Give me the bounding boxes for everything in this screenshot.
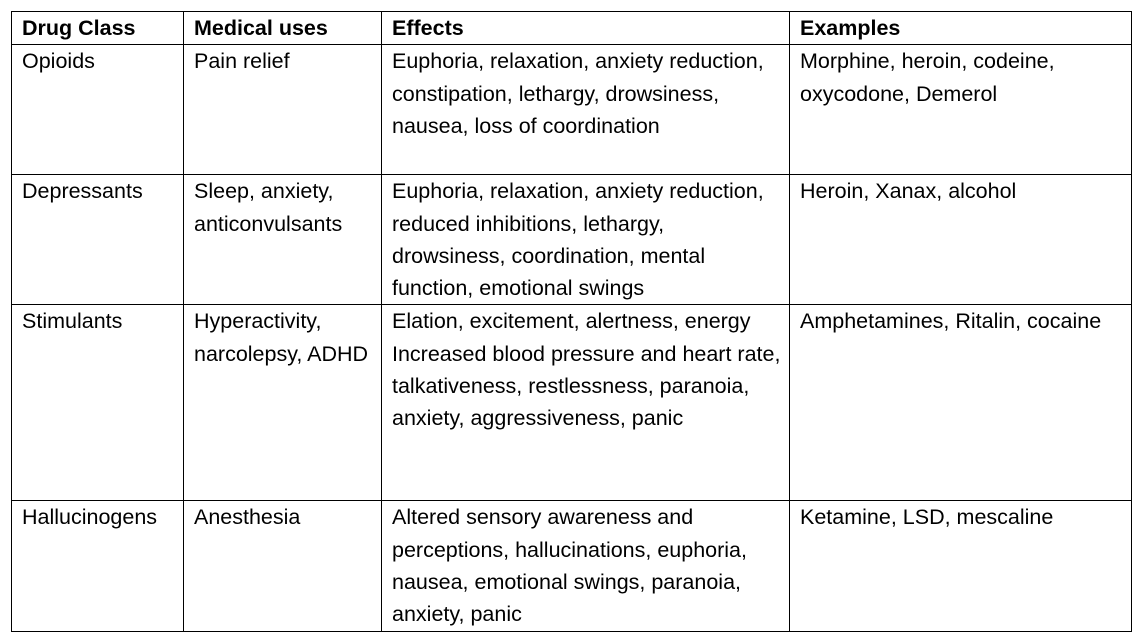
effects-text: Euphoria, relaxation, anxiety reduction, constipation, lethargy, drowsiness, nausea, loss of coordination (392, 49, 764, 138)
effects-text: Elation, excitement, alertness, energy (392, 309, 751, 334)
cell-medical-uses: Anesthesia (184, 501, 382, 631)
table-row (12, 305, 1132, 501)
table-row (12, 501, 1132, 631)
effects-text: Euphoria, relaxation, anxiety reduction, reduced inhibitions, lethargy, drowsiness, coordination, mental function, emotional swings (392, 179, 764, 301)
cell-examples: Morphine, heroin, codeine, oxycodone, Demerol (790, 45, 1132, 175)
cell-effects (382, 501, 790, 631)
cell-drug-class: Depressants (12, 175, 184, 305)
header-effects: Effects (382, 12, 790, 45)
effects-text: Altered sensory awareness and perceptions, hallucinations, euphoria, nausea, emotional swings, paranoia, anxiety, panic (392, 505, 747, 627)
cell-medical-uses: Pain relief (184, 45, 382, 175)
table-header-row (12, 12, 1132, 45)
cell-drug-class: Opioids (12, 45, 184, 175)
cell-effects (382, 175, 790, 305)
header-examples: Examples (790, 12, 1132, 45)
drug-class-table (11, 11, 1132, 632)
header-drug-class: Drug Class (12, 12, 184, 45)
table-row (12, 175, 1132, 305)
cell-drug-class: Hallucinogens (12, 501, 184, 631)
header-medical-uses: Medical uses (184, 12, 382, 45)
cell-examples: Heroin, Xanax, alcohol (790, 175, 1132, 305)
cell-medical-uses: Hyperactivity, narcolepsy, ADHD (184, 305, 382, 501)
cell-effects (382, 45, 790, 175)
cell-examples: Amphetamines, Ritalin, cocaine (790, 305, 1132, 501)
effects-text: Increased blood pressure and heart rate, talkativeness, restlessness, paranoia, anxiety, aggressiveness, panic (392, 341, 781, 431)
table-row (12, 45, 1132, 175)
cell-drug-class: Stimulants (12, 305, 184, 501)
cell-effects (382, 305, 790, 501)
cell-medical-uses: Sleep, anxiety, anticonvulsants (184, 175, 382, 305)
cell-examples: Ketamine, LSD, mescaline (790, 501, 1132, 631)
